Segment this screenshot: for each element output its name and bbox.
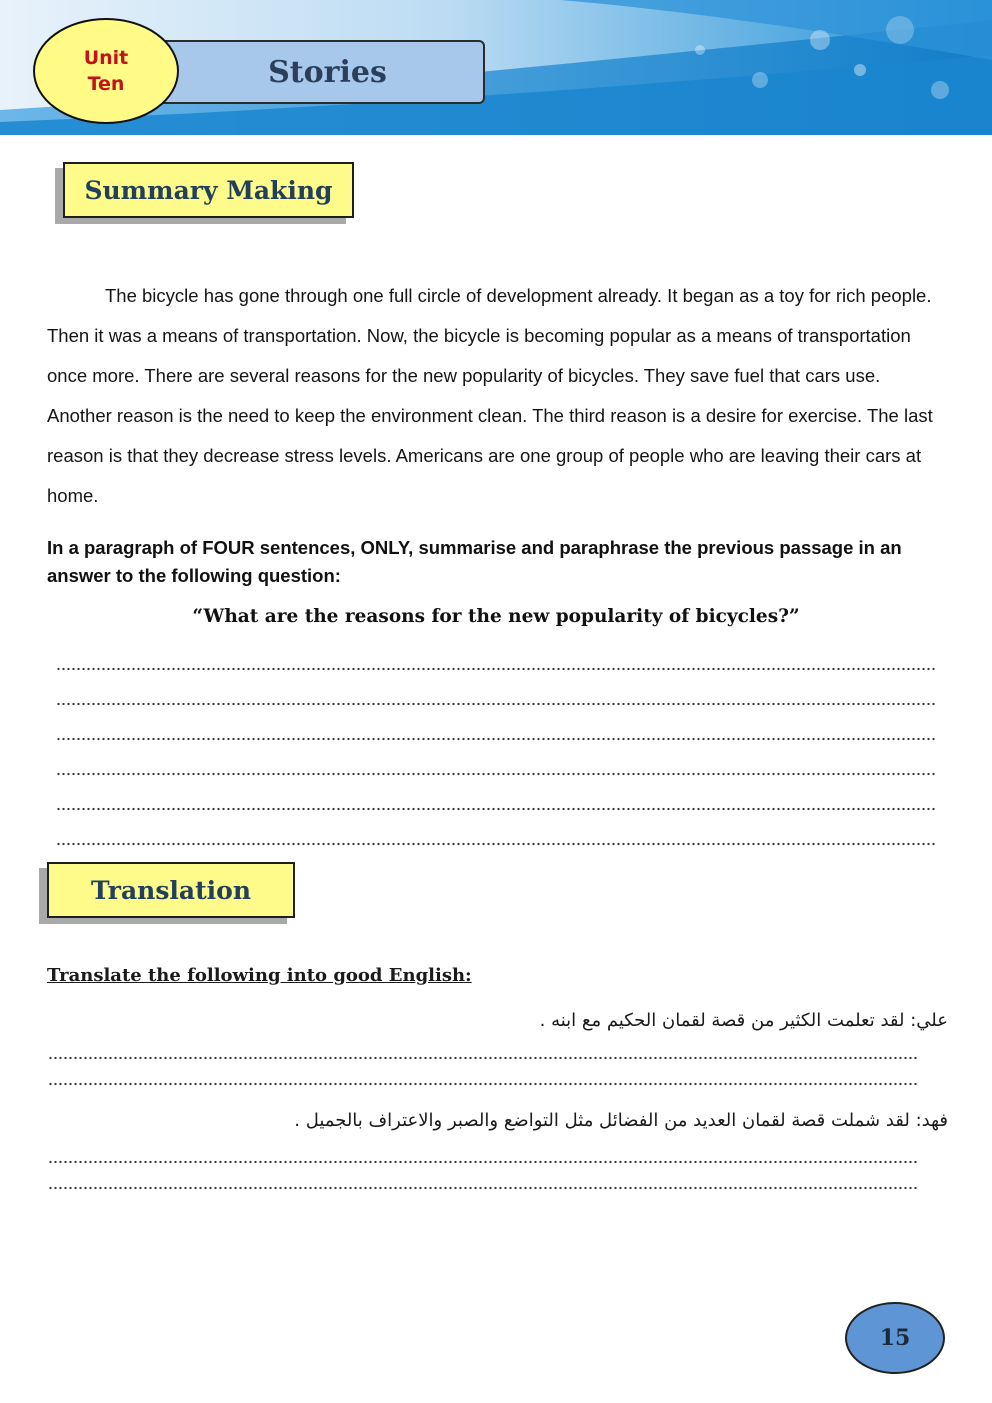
summary-callout [63, 162, 354, 218]
translation-instruction: Translate the following into good English: [47, 965, 472, 986]
summary-instruction: In a paragraph of FOUR sentences, ONLY, summarise and paraphrase the previous passage in an answer to the following question: [47, 537, 902, 586]
answer-line[interactable] [56, 762, 936, 776]
summary-passage [47, 276, 945, 516]
translation-line[interactable] [48, 1072, 918, 1086]
arabic-sentence-1: علي: لقد تعلمت الكثير من قصة لقمان الحكيم مع ابنه . [539, 1010, 948, 1031]
summary-question: “What are the reasons for the new popularity of bicycles?” [192, 606, 800, 627]
translation-line[interactable] [48, 1150, 918, 1164]
translation-line[interactable] [48, 1046, 918, 1060]
summary-heading: Summary Making [84, 175, 333, 205]
unit-title: Stories [268, 54, 387, 90]
answer-line[interactable] [56, 832, 936, 846]
translation-heading: Translation [91, 875, 251, 905]
unit-number: Ten [87, 73, 125, 95]
arabic-sentence-2: فهد: لقد شملت قصة لقمان العديد من الفضائل مثل التواضع والصبر والاعتراف بالجميل . [294, 1110, 948, 1131]
translation-line[interactable] [48, 1176, 918, 1190]
unit-title-box [150, 40, 485, 104]
unit-badge [33, 18, 179, 124]
answer-line[interactable] [56, 727, 936, 741]
passage-text: The bicycle has gone through one full circle of development already. It began as a toy for rich people. Then it was a means of transportation. Now, the bicycle is becoming popular as a means of transportation once more. There are several reasons for the new popularity of bicycles. They save fuel that cars use. Another reason is the need to keep the environment clean. The third reason is a desire for exercise. The last reason is that they decrease stress levels. Americans are one group of people who are leaving their cars at home. [47, 285, 933, 506]
page-number: 15 [879, 1325, 911, 1351]
page-number-badge [845, 1302, 945, 1374]
answer-line[interactable] [56, 657, 936, 671]
translation-callout [47, 862, 295, 918]
answer-line[interactable] [56, 797, 936, 811]
answer-line[interactable] [56, 692, 936, 706]
unit-label: Unit [83, 47, 129, 69]
